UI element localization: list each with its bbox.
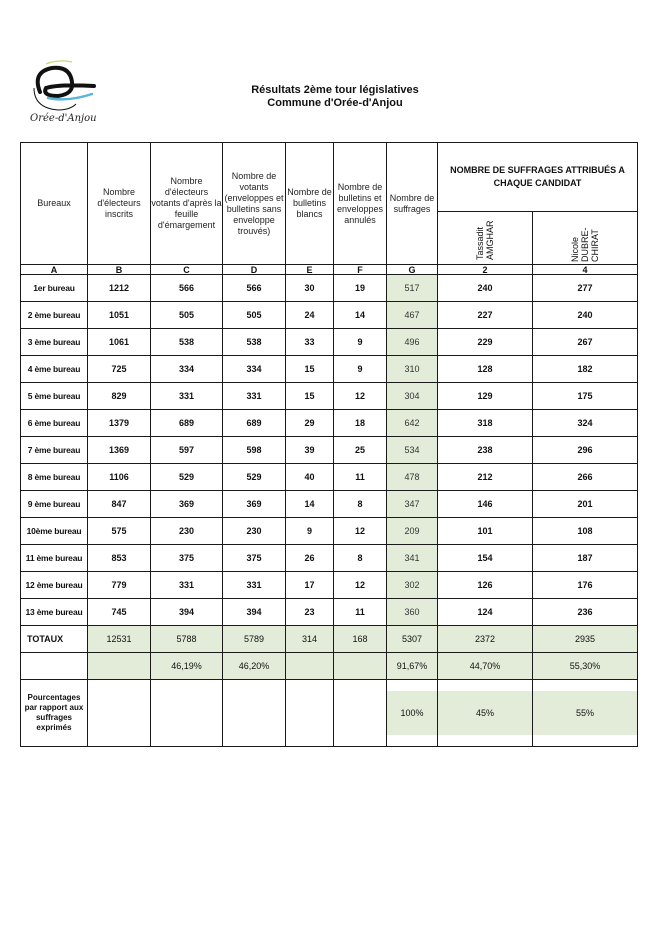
votants: 538 [223,329,286,356]
annules: 12 [334,518,387,545]
candidate-1-votes: 128 [438,356,533,383]
bureau-name: 6 ème bureau [21,410,88,437]
candidate-2-votes: 266 [533,464,638,491]
bureau-name: 1er bureau [21,275,88,302]
table-row [21,383,638,410]
percentages-row [21,653,638,680]
votants-feuille: 331 [151,383,223,410]
expressed-candidate-1-cell [438,680,533,747]
pct-votants: 46,20% [223,653,286,680]
total-candidate-2: 2935 [533,626,638,653]
annules: 25 [334,437,387,464]
document-title [210,84,460,110]
candidate-1-votes: 238 [438,437,533,464]
empty-cell [286,653,334,680]
votants: 566 [223,275,286,302]
empty-cell [286,680,334,747]
blancs: 33 [286,329,334,356]
suffrages: 360 [387,599,438,626]
inscrits: 847 [88,491,151,518]
suffrages: 534 [387,437,438,464]
candidate-1-votes: 126 [438,572,533,599]
expressed-percentages-row [21,680,638,747]
column-letter: A [21,265,88,275]
table-row [21,491,638,518]
votants-feuille: 597 [151,437,223,464]
header-blancs: Nombre de bulletins blancs [286,143,334,265]
suffrages: 642 [387,410,438,437]
blancs: 40 [286,464,334,491]
empty-cell [151,680,223,747]
candidate-1-votes: 240 [438,275,533,302]
votants-feuille: 689 [151,410,223,437]
pct-candidate-2: 55,30% [533,653,638,680]
bureau-name: 13 ème bureau [21,599,88,626]
expressed-suffrages-cell [387,680,438,747]
candidate-1-votes: 124 [438,599,533,626]
candidate-2-votes: 176 [533,572,638,599]
votants: 505 [223,302,286,329]
table-row [21,329,638,356]
inscrits: 1106 [88,464,151,491]
votants-feuille: 369 [151,491,223,518]
blancs: 9 [286,518,334,545]
votants-feuille: 334 [151,356,223,383]
expressed-candidate-2-cell [533,680,638,747]
candidate-2-name: Nicole DUBRE-CHIRAT [570,227,600,262]
blancs: 24 [286,302,334,329]
table-row [21,545,638,572]
candidate-2-votes: 267 [533,329,638,356]
commune-logo [28,58,104,136]
column-letter: C [151,265,223,275]
header-suffrages: Nombre de suffrages [387,143,438,265]
suffrages: 209 [387,518,438,545]
candidate-2-votes: 236 [533,599,638,626]
header-votants-feuille: Nombre d'électeurs votants d'après la feuille d'émargement [151,143,223,265]
candidate-1-votes: 229 [438,329,533,356]
votants-feuille: 375 [151,545,223,572]
suffrages: 517 [387,275,438,302]
inscrits: 1212 [88,275,151,302]
table-row [21,437,638,464]
suffrages: 341 [387,545,438,572]
column-letter: D [223,265,286,275]
table-row [21,302,638,329]
table-row [21,572,638,599]
annules: 8 [334,491,387,518]
header-bureaux: Bureaux [21,143,88,265]
header-votants: Nombre de votants (enveloppes et bulletins sans enveloppe trouvés) [223,143,286,265]
votants-feuille: 529 [151,464,223,491]
votants-feuille: 505 [151,302,223,329]
inscrits: 745 [88,599,151,626]
votants: 230 [223,518,286,545]
votants: 598 [223,437,286,464]
title-line-2: Commune d'Orée-d'Anjou [267,97,403,109]
inscrits: 1061 [88,329,151,356]
bureau-name: 12 ème bureau [21,572,88,599]
candidate-2-votes: 296 [533,437,638,464]
column-letter: E [286,265,334,275]
empty-cell [334,680,387,747]
title-line-1: Résultats 2ème tour législatives [251,84,419,96]
candidate-1-votes: 154 [438,545,533,572]
expressed-candidate-2: 55% [533,691,637,735]
pct-candidate-1: 44,70% [438,653,533,680]
empty-cell [88,680,151,747]
votants-feuille: 230 [151,518,223,545]
bureau-name: 11 ème bureau [21,545,88,572]
empty-cell [334,653,387,680]
expressed-suffrages: 100% [387,691,437,735]
suffrages: 310 [387,356,438,383]
table-row [21,464,638,491]
votants: 394 [223,599,286,626]
results-table [20,142,638,747]
header-inscrits: Nombre d'électeurs inscrits [88,143,151,265]
annules: 12 [334,383,387,410]
bureau-name: 3 ème bureau [21,329,88,356]
totals-row [21,626,638,653]
annules: 12 [334,572,387,599]
inscrits: 853 [88,545,151,572]
table-row [21,599,638,626]
blancs: 30 [286,275,334,302]
logo-emblem-icon [28,58,104,114]
empty-cell [88,653,151,680]
total-suffrages: 5307 [387,626,438,653]
logo-text: Orée-d'Anjou [30,113,97,124]
candidate-2-votes: 201 [533,491,638,518]
total-votants: 5789 [223,626,286,653]
annules: 9 [334,329,387,356]
column-letter: 4 [533,265,638,275]
blancs: 23 [286,599,334,626]
expressed-candidate-1: 45% [438,691,532,735]
blancs: 15 [286,356,334,383]
suffrages: 496 [387,329,438,356]
bureau-name: 4 ème bureau [21,356,88,383]
candidate-2-votes: 175 [533,383,638,410]
inscrits: 1379 [88,410,151,437]
bureau-name: 2 ème bureau [21,302,88,329]
blancs: 29 [286,410,334,437]
candidate-1-votes: 129 [438,383,533,410]
bureau-name: 9 ème bureau [21,491,88,518]
votants: 369 [223,491,286,518]
inscrits: 779 [88,572,151,599]
suffrages: 302 [387,572,438,599]
annules: 18 [334,410,387,437]
total-candidate-1: 2372 [438,626,533,653]
header-candidate-2 [533,212,638,265]
suffrages: 478 [387,464,438,491]
votants: 334 [223,356,286,383]
candidate-1-votes: 227 [438,302,533,329]
bureau-name: 7 ème bureau [21,437,88,464]
suffrages: 467 [387,302,438,329]
inscrits: 829 [88,383,151,410]
totals-label: TOTAUX [21,626,88,653]
votants: 375 [223,545,286,572]
inscrits: 575 [88,518,151,545]
blancs: 17 [286,572,334,599]
expressed-label: Pourcentages par rapport aux suffrages exprimés [21,680,88,747]
suffrages: 304 [387,383,438,410]
votants: 331 [223,572,286,599]
header-candidate-1 [438,212,533,265]
annules: 9 [334,356,387,383]
inscrits: 725 [88,356,151,383]
table-row [21,518,638,545]
table-row [21,410,638,437]
total-inscrits: 12531 [88,626,151,653]
table-row [21,275,638,302]
blancs: 39 [286,437,334,464]
votants: 529 [223,464,286,491]
candidate-2-votes: 187 [533,545,638,572]
blancs: 15 [286,383,334,410]
annules: 14 [334,302,387,329]
bureau-name: 10ème bureau [21,518,88,545]
column-letters-row [21,265,638,275]
inscrits: 1051 [88,302,151,329]
annules: 11 [334,464,387,491]
candidate-2-votes: 240 [533,302,638,329]
suffrages: 347 [387,491,438,518]
candidate-1-votes: 318 [438,410,533,437]
candidate-2-votes: 277 [533,275,638,302]
total-votants-feuille: 5788 [151,626,223,653]
column-letter: 2 [438,265,533,275]
candidate-1-votes: 101 [438,518,533,545]
column-letter: B [88,265,151,275]
blancs: 14 [286,491,334,518]
pct-votants-feuille: 46,19% [151,653,223,680]
votants-feuille: 394 [151,599,223,626]
bureau-name: 8 ème bureau [21,464,88,491]
header-candidates-group: NOMBRE DE SUFFRAGES ATTRIBUÉS A CHAQUE CANDIDAT [438,143,638,212]
total-annules: 168 [334,626,387,653]
header-annules: Nombre de bulletins et enveloppes annulés [334,143,387,265]
empty-cell [21,653,88,680]
bureau-name: 5 ème bureau [21,383,88,410]
votants-feuille: 331 [151,572,223,599]
empty-cell [223,680,286,747]
candidate-1-votes: 146 [438,491,533,518]
column-letter: G [387,265,438,275]
candidate-2-votes: 182 [533,356,638,383]
candidate-1-name: Tassadit AMGHAR [475,220,495,260]
annules: 19 [334,275,387,302]
total-blancs: 314 [286,626,334,653]
candidate-2-votes: 324 [533,410,638,437]
inscrits: 1369 [88,437,151,464]
pct-suffrages: 91,67% [387,653,438,680]
votants: 331 [223,383,286,410]
candidate-1-votes: 212 [438,464,533,491]
candidate-2-votes: 108 [533,518,638,545]
votants-feuille: 538 [151,329,223,356]
votants: 689 [223,410,286,437]
annules: 11 [334,599,387,626]
blancs: 26 [286,545,334,572]
votants-feuille: 566 [151,275,223,302]
column-letter: F [334,265,387,275]
table-row [21,356,638,383]
annules: 8 [334,545,387,572]
